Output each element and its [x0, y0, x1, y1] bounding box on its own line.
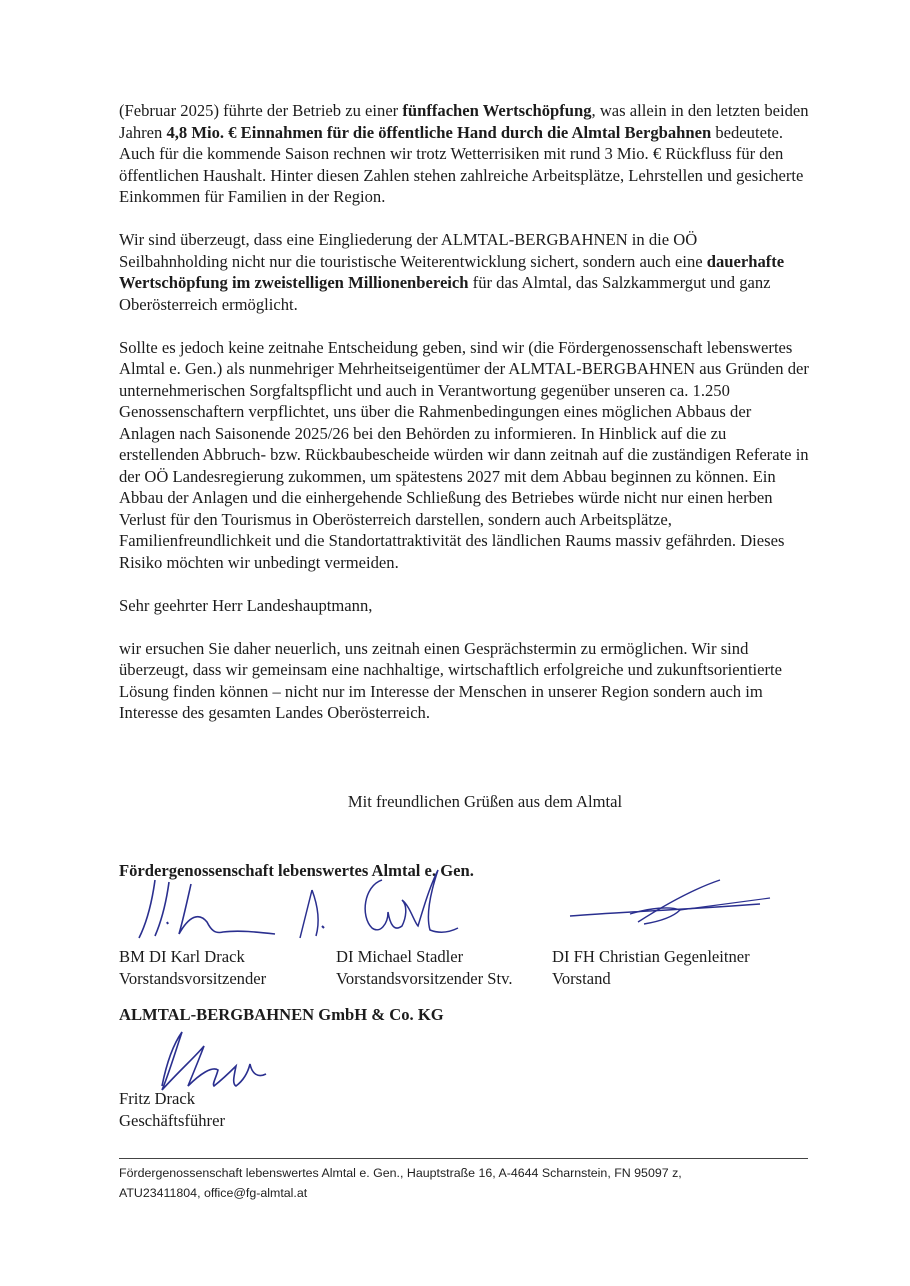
signer-karl-drack — [119, 946, 266, 990]
signature-christian-gegenleitner — [560, 878, 790, 938]
cooperative-name: Fördergenossenschaft lebenswertes Almtal e. Gen. — [119, 861, 474, 880]
closing-greeting: Mit freundlichen Grüßen aus dem Almtal — [347, 792, 623, 811]
footer-address: Fördergenossenschaft lebenswertes Almtal e. Gen., Hauptstraße 16, A-4644 Scharnstein, FN 95097 z, — [119, 1166, 682, 1180]
signer-name: BM DI Karl Drack — [119, 947, 245, 966]
signer-role: Vorstand — [552, 969, 611, 988]
signer-role: Vorstandsvorsitzender — [119, 969, 267, 988]
signature-karl-drack — [125, 872, 295, 947]
signer-role: Geschäftsführer — [119, 1111, 225, 1130]
footer-divider — [119, 1158, 808, 1159]
signature-fritz-drack — [140, 1026, 270, 1096]
signer-name: DI Michael Stadler — [336, 947, 464, 966]
signer-christian-gegenleitner — [552, 946, 750, 990]
signer-name: DI FH Christian Gegenleitner — [552, 947, 750, 966]
letter-body — [119, 100, 809, 724]
signer-michael-stadler — [336, 946, 513, 990]
signer-name: Fritz Drack — [119, 1089, 196, 1108]
salutation: Sehr geehrter Herr Landeshauptmann, — [119, 595, 373, 615]
paragraph-forecast: Auch für die kommende Saison rechnen wir trotz Wetterrisiken mit rund 3 Mio. € Rückfluss für den öffentlichen Haushalt. Hinter diesen Zahlen stehen zahlreiche Arbeitsplätze, Lehrstellen und gesicherte Einkommen für Familien in der Region. — [119, 144, 804, 206]
paragraph-economic-impact: (Februar 2025) führte der Betrieb zu einer fünffachen Wertschöpfung, was allein in den letzten beiden Jahren 4,8 Mio. € Einnahmen für die öffentliche Hand durch die Almtal Bergbahnen bedeutete. — [119, 101, 809, 142]
signer-fritz-drack — [119, 1088, 225, 1132]
paragraph-dismantling-risk: Sollte es jedoch keine zeitnahe Entscheidung geben, sind wir (die Fördergenossenschaft lebenswertes Almtal e. Gen.) als nunmehriger Mehrheitseigentümer der ALMTAL-BERGBAHNEN aus Gründen der unternehmerischen Sorgfaltspflicht und auch in Verantwortung gegenüber unseren ca. 1.250 Genossenschaftern verpflichtet, uns über die Rahmenbedingungen eines möglichen Abbaus der Anlagen nach Saisonende 2025/26 bei den Behörden zu informieren. In Hinblick auf die zu erstellenden Abbruch- bzw. Rückbaubescheide würden wir dann zeitnah auf die zuständigen Referate in der OÖ Landesregierung zukommen, um spätestens 2027 mit dem Abbau beginnen zu können. Ein Abbau der Anlagen und die einhergehende Schließung des Betriebes würde nicht nur einen herben Verlust für den Tourismus in Oberösterreich darstellen, sondern auch Arbeitsplätze, Familienfreundlichkeit und die Standortattraktivität des ländlichen Raums massiv gefährden. Dieses Risiko möchten wir unbedingt vermeiden. — [119, 337, 809, 572]
signature-michael-stadler — [290, 866, 460, 946]
paragraph-integration: Wir sind überzeugt, dass eine Eingliederung der ALMTAL-BERGBAHNEN in die OÖ Seilbahnholding nicht nur die touristische Weiterentwicklung sichert, sondern auch eine dauerhafte Wertschöpfung im zweistelligen Millionenbereich für das Almtal, das Salzkammergut und ganz Oberösterreich ermöglicht. — [119, 230, 785, 314]
signer-role: Vorstandsvorsitzender Stv. — [336, 969, 513, 988]
company-name: ALMTAL-BERGBAHNEN GmbH & Co. KG — [119, 1005, 444, 1024]
footer-contact: ATU23411804, office@fg-almtal.at — [119, 1186, 308, 1200]
footer — [119, 1163, 819, 1203]
paragraph-request: wir ersuchen Sie daher neuerlich, uns zeitnah einen Gesprächstermin zu ermöglichen. Wir sind überzeugt, dass wir gemeinsam eine nachhaltige, wirtschaftlich erfolgreiche und zukunftsorientierte Lösung finden können – nicht nur im Interesse der Menschen in unserer Region sondern auch im Interesse des gesamten Landes Oberösterreich. — [119, 638, 783, 722]
